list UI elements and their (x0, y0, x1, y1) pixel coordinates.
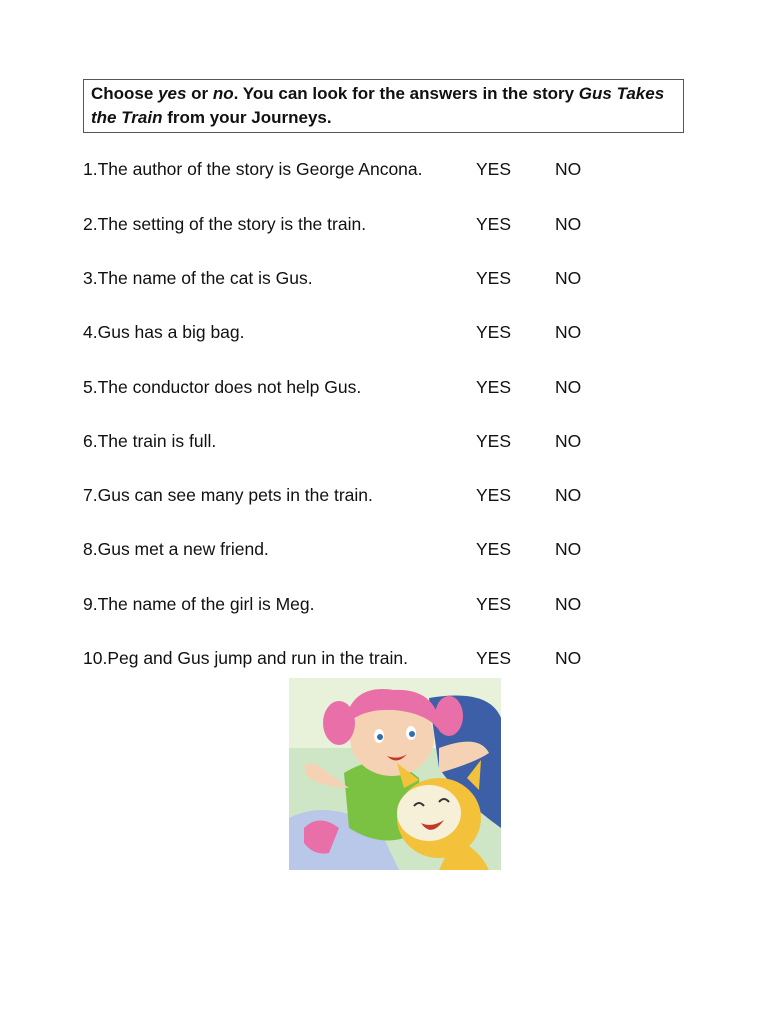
question-row-1 (83, 156, 603, 182)
question-text: 10.Peg and Gus jump and run in the train. (83, 648, 408, 668)
yes-option[interactable]: YES (476, 377, 512, 397)
question-row-7 (83, 482, 603, 508)
yes-option[interactable]: YES (476, 322, 512, 342)
yes-option[interactable]: YES (476, 539, 512, 559)
instructions-text-1: Choose (91, 84, 159, 103)
no-option[interactable]: NO (555, 377, 582, 397)
yes-option[interactable]: YES (476, 268, 512, 288)
question-text: 1.The author of the story is George Ancona. (83, 159, 423, 179)
question-row-3 (83, 265, 603, 291)
girl-and-cat-illustration (289, 678, 501, 870)
yes-option[interactable]: YES (476, 485, 512, 505)
instructions-text-2: or (186, 84, 213, 103)
question-text: 3.The name of the cat is Gus. (83, 268, 313, 288)
yes-option[interactable]: YES (476, 214, 512, 234)
question-row-6 (83, 428, 603, 454)
yes-option[interactable]: YES (476, 159, 512, 179)
instructions-story-title: Gus Takes the Train (91, 84, 665, 127)
question-text: 2.The setting of the story is the train. (83, 214, 367, 234)
no-option[interactable]: NO (555, 648, 582, 668)
no-option[interactable]: NO (555, 159, 582, 179)
instructions-text-3: . You can look for the answers in the story (233, 84, 579, 103)
no-option[interactable]: NO (555, 539, 582, 559)
question-row-4 (83, 319, 603, 345)
yes-option[interactable]: YES (476, 594, 512, 614)
question-row-9 (83, 591, 603, 617)
question-text: 9.The name of the girl is Meg. (83, 594, 315, 614)
no-option[interactable]: NO (555, 214, 582, 234)
no-option[interactable]: NO (555, 268, 582, 288)
no-option[interactable]: NO (555, 431, 582, 451)
instructions-box (83, 79, 684, 133)
instructions-yes-word: yes (158, 84, 187, 103)
question-text: 4.Gus has a big bag. (83, 322, 245, 342)
yes-option[interactable]: YES (476, 431, 512, 451)
question-row-2 (83, 211, 603, 237)
girl-and-cat-picture (289, 678, 501, 870)
no-option[interactable]: NO (555, 485, 582, 505)
yes-option[interactable]: YES (476, 648, 512, 668)
instructions-no-word: no (212, 84, 234, 103)
question-text: 5.The conductor does not help Gus. (83, 377, 362, 397)
question-row-10 (83, 645, 603, 671)
no-option[interactable]: NO (555, 322, 582, 342)
question-row-5 (83, 374, 603, 400)
no-option[interactable]: NO (555, 594, 582, 614)
question-text: 8.Gus met a new friend. (83, 539, 269, 559)
question-row-8 (83, 536, 603, 562)
question-text: 6.The train is full. (83, 431, 217, 451)
question-text: 7.Gus can see many pets in the train. (83, 485, 373, 505)
instructions-text-4: from your Journeys. (162, 108, 332, 127)
